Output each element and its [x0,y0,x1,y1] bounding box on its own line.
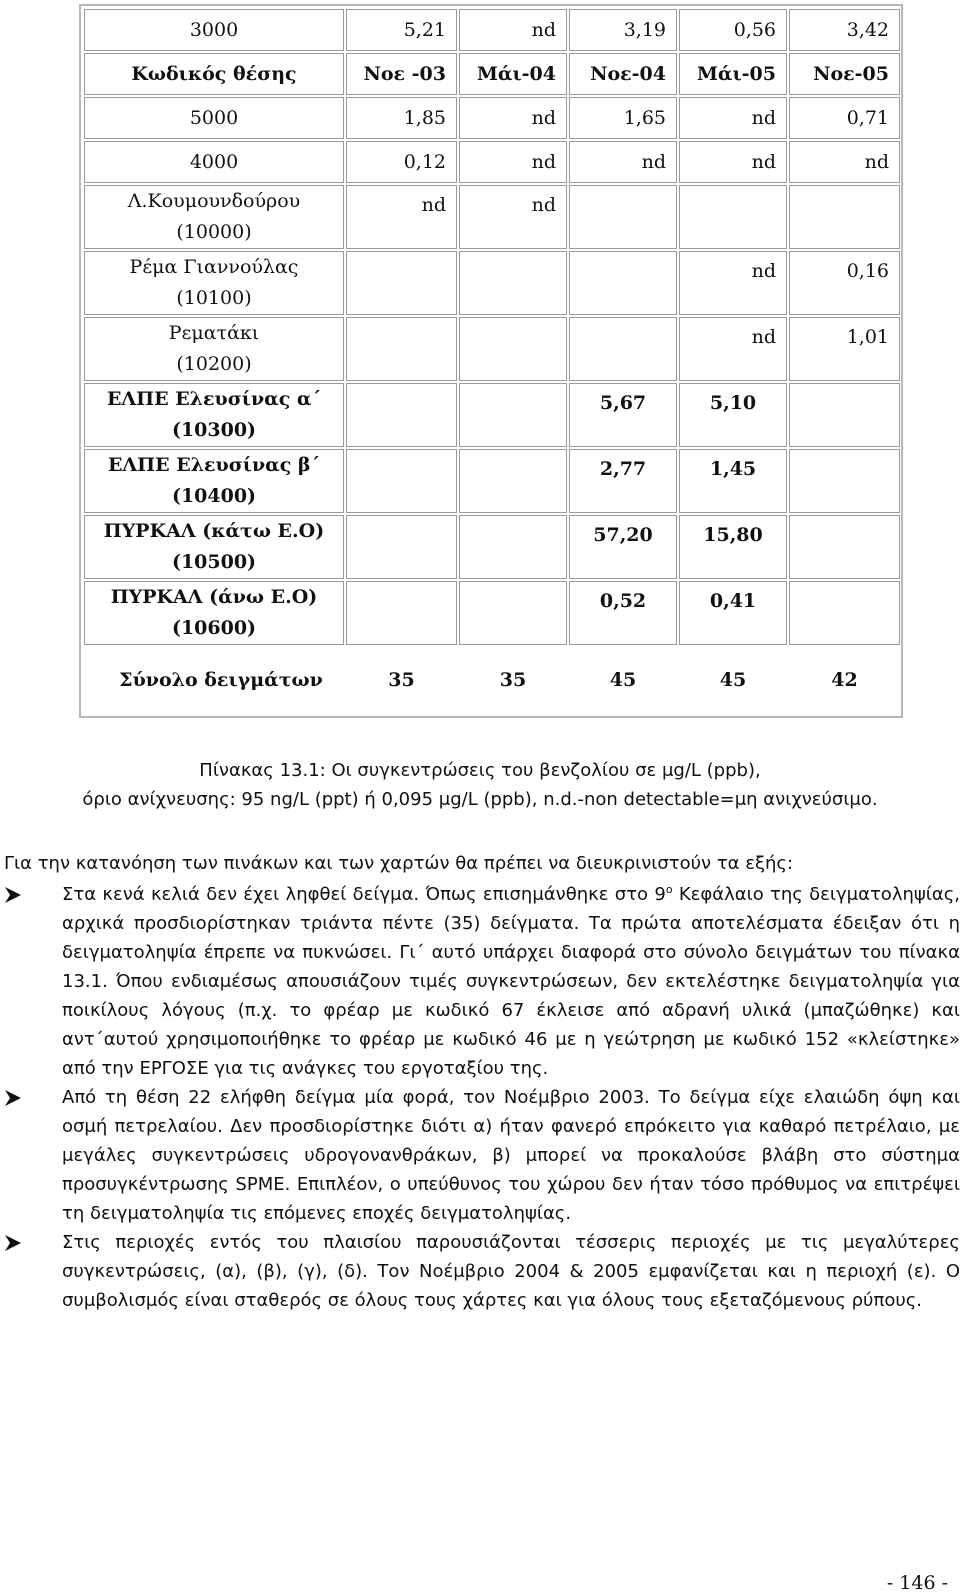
value-cell: 5,10 [679,383,787,447]
value-cell: 0,52 [569,581,677,645]
table-row [84,515,900,579]
value-cell [789,449,900,513]
value-cell: 0,71 [789,97,900,139]
value-cell: 15,80 [679,515,787,579]
total-value: 35 [388,668,415,691]
value-cell [679,185,787,249]
site-code-cell [84,581,344,645]
bullet-1-text-a: Στα κενά κελιά δεν έχει ληφθεί δείγμα. Όπως επισημάνθηκε στο 9 [62,884,666,905]
value-cell: 5,67 [569,383,677,447]
site-name: ΕΛΠΕ Ελευσίνας α΄ [106,388,322,410]
value-cell [789,581,900,645]
value-cell: nd [679,97,787,139]
total-label: Σύνολο δειγμάτων [119,668,323,691]
table-row [84,251,900,315]
value-cell [346,251,457,315]
total-value: 42 [831,668,858,691]
site-name: Λ.Κουμουνδούρου [127,190,301,212]
explanatory-text [4,849,960,1315]
table-caption [0,756,960,814]
value-cell: 1,85 [346,97,457,139]
site-code-cell [84,97,344,139]
caption-line-2: όριο ανίχνευσης: 95 ng/L (ppt) ή 0,095 μg/L (ppb), n.d.-non detectable=μη ανιχνεύσιμο. [82,789,878,810]
value-cell [346,515,457,579]
value-cell: nd [679,317,787,381]
value-cell: nd [459,9,567,51]
table-row [84,449,900,513]
table-row [84,581,900,645]
site-name: ΕΛΠΕ Ελευσίνας β΄ [107,454,321,476]
caption-line-1: Πίνακας 13.1: Οι συγκεντρώσεις του βενζολίου σε μg/L (ppb), [199,760,761,781]
value-cell [459,251,567,315]
value-cell [459,581,567,645]
value-cell: nd [679,251,787,315]
site-name: ΠΥΡΚΑΛ (άνω Ε.Ο) [110,586,318,608]
bullet-3-text: Στις περιοχές εντός του πλαισίου παρουσιάζονται τέσσερις περιοχές με τις μεγαλύτερες συγκεντρώσεις, (α), (β), (γ), (δ). Τον Νοέμβριο 2004 & 2005 εμφανίζεται και η περιοχή (ε). Ο συμβολισμός είναι σταθερός σε όλους τους χάρτες και για όλους τους εξεταζόμενους ρύπους. [62,1232,960,1311]
site-number: (10100) [176,287,252,309]
value-cell: 1,45 [679,449,787,513]
table-row [84,97,900,139]
value-cell: nd [459,97,567,139]
value-cell: nd [789,141,900,183]
value-cell: 0,41 [679,581,787,645]
value-cell: nd [459,141,567,183]
value-cell: 57,20 [569,515,677,579]
value-cell [346,383,457,447]
site-code-cell [84,185,344,249]
table-row [84,141,900,183]
bullet-item-empty-cells [4,880,960,1083]
table-header-row [84,53,900,95]
value-cell: nd [459,185,567,249]
header-period: Νοε-05 [789,53,900,95]
site-name: Ρέμα Γιαννούλας [129,256,299,278]
table-row [84,383,900,447]
total-value: 45 [609,668,637,691]
value-cell [569,251,677,315]
value-cell [459,317,567,381]
bullet-item-site-22 [4,1083,960,1228]
arrowhead-bullet-icon [4,1089,22,1107]
header-period: Μάι-05 [679,53,787,95]
table-row [84,9,900,51]
value-cell: 0,56 [679,9,787,51]
bullet-2-text: Από τη θέση 22 ελήφθη δείγμα μία φορά, τον Νοέμβριο 2003. Το δείγμα είχε ελαιώδη όψη και οσμή πετρελαίου. Δεν προσδιορίστηκε διότι α) ήταν φανερό επρόκειτο για καθαρό πετρέλαιο, με μεγάλες συγκεντρώσεις υδρογονανθράκων, β) μπορεί να προκαλούσε βλάβη στο σύστημα προσυγκέντρωσης SPME. Επιπλέον, ο υπεύθυνος του χώρου δεν ήταν τόσο πρόθυμος να επιτρέψει τη δειγματοληψία τις επόμενες εποχές δειγματοληψίας. [62,1087,960,1224]
value-cell [789,185,900,249]
intro-paragraph: Για την κατανόηση των πινάκων και των χαρτών θα πρέπει να διευκρινιστούν τα εξής: [4,853,794,874]
site-number: (10500) [171,551,257,573]
value-cell: nd [679,141,787,183]
header-period: Μάι-04 [459,53,567,95]
site-name: ΠΥΡΚΑΛ (κάτω Ε.Ο) [103,520,325,542]
site-code-cell [84,317,344,381]
site-number: (10000) [176,221,252,243]
site-number: (10200) [176,353,252,375]
table-row [84,185,900,249]
value-cell: nd [569,141,677,183]
value-cell [459,449,567,513]
value-cell [459,515,567,579]
header-period: Νοε-04 [569,53,677,95]
value-cell: 1,01 [789,317,900,381]
bullet-item-regions [4,1228,960,1315]
value-cell: nd [346,185,457,249]
value-cell [569,185,677,249]
site-code-cell: 3000 [84,9,344,51]
site-code-cell [84,383,344,447]
site-code-cell [84,449,344,513]
site-number: (10400) [171,485,257,507]
value-cell: 3,42 [789,9,900,51]
arrowhead-bullet-icon [4,1234,22,1252]
site-name: Ρεματάκι [168,322,260,344]
value-cell: 5,21 [346,9,457,51]
value-cell [569,317,677,381]
value-cell: 0,12 [346,141,457,183]
table-row [84,317,900,381]
value-cell [346,317,457,381]
data-table [82,7,902,715]
value-cell: 3,19 [569,9,677,51]
site-code-cell [84,515,344,579]
benzene-concentration-table [79,4,903,718]
bullet-1-superscript: ο [665,883,673,896]
total-value: 45 [719,668,747,691]
value-cell: 1,65 [569,97,677,139]
value-cell [346,581,457,645]
site-code-cell [84,251,344,315]
bullet-1-text-b: Κεφάλαιο της δειγματοληψίας, αρχικά προσδιορίστηκαν τριάντα πέντε (35) δείγματα. Τα πρώτα αποτελέσματα έδειξαν ότι η δειγματοληψία έπρεπε να πυκνώσει. Γι΄ αυτό υπάρχει διαφορά στο σύνολο δειγμάτων του πίνακα 13.1. Όπου ενδιαμέσως απουσιάζουν τιμές συγκεντρώσεων, δεν εκτελέστηκε δειγματοληψία για ποικίλους λόγους (π.χ. το φρέαρ με κωδικό 67 έκλεισε από αδρανή υλικά (μπαζώθηκε) και αντ΄αυτού χρησιμοποιήθηκε το φρέαρ με κωδικό 46 με η γεώτρηση με κωδικό 152 «κλείστηκε» από την ΕΡΓΟΣΕ για τις ανάγκες του εργοταξίου της. [62,884,960,1079]
site-code-cell [84,141,344,183]
total-value: 35 [499,668,527,691]
value-cell [789,515,900,579]
value-cell [459,383,567,447]
arrowhead-bullet-icon [4,886,22,904]
value-cell [789,383,900,447]
header-period: Νοε -03 [346,53,457,95]
site-name: 5000 [189,106,239,129]
value-cell [346,449,457,513]
header-site-code: Κωδικός θέσης [84,53,344,95]
value-cell: 0,16 [789,251,900,315]
value-cell: 2,77 [569,449,677,513]
table-total-row [84,647,900,713]
site-number: (10600) [171,617,257,639]
site-number: (10300) [171,419,257,441]
site-name: 4000 [189,150,239,173]
page-number: - 146 - [886,1572,948,1594]
